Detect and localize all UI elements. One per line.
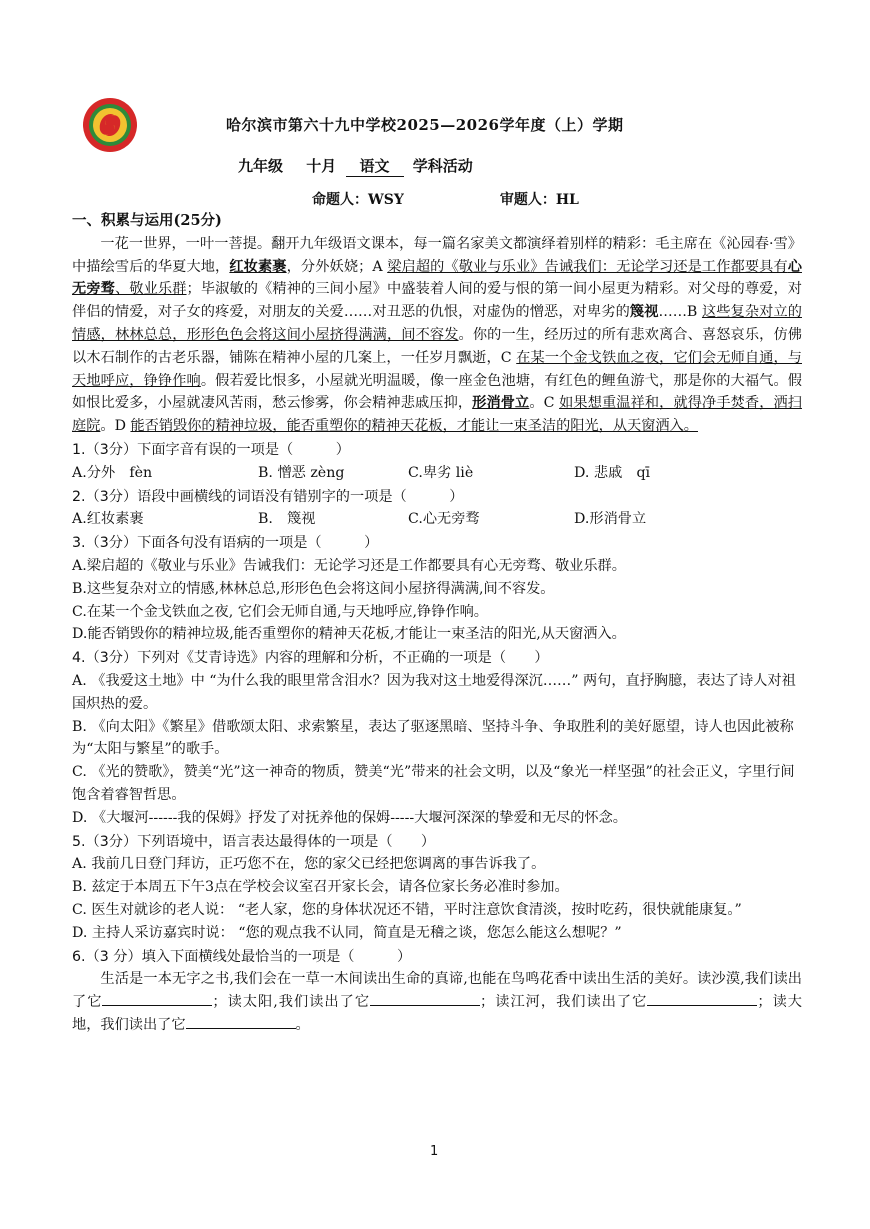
option-c: C.心无旁骛 bbox=[408, 511, 480, 528]
page-number: 1 bbox=[430, 1144, 439, 1159]
option-d: D. 主持人采访嘉宾时说： “您的观点我不认同，简直是无稽之谈，您怎么能这么想呢？” bbox=[72, 924, 622, 941]
fill-blank-3[interactable] bbox=[647, 991, 757, 1006]
section-heading: 一、积累与运用(25分) bbox=[72, 212, 222, 229]
passage-underlined: 能否销毁你的精神垃圾，能否重塑你的精神天花板，才能让一束圣洁的阳光，从天窗洒入。 bbox=[130, 418, 698, 435]
passage-bold-word: 篾视 bbox=[629, 304, 659, 321]
month-label: 十月 bbox=[306, 157, 337, 175]
fill-text: ；读太阳,我们读出了它 bbox=[212, 994, 371, 1011]
reviewer-label: 审题人：HL bbox=[499, 192, 579, 208]
exam-makers bbox=[312, 189, 675, 209]
question-2 bbox=[72, 486, 802, 532]
question-6 bbox=[72, 946, 802, 1037]
passage-underlined: 这些复杂对立的情感，林林总总，形形色色会将这间小屋挤得满满，间不容发 bbox=[72, 304, 802, 343]
option-b: B. 篾视 bbox=[258, 511, 316, 528]
school-title: 哈尔滨市第六十九中学校2025—2026学年度（上）学期 bbox=[226, 116, 624, 134]
passage-text: ，分外妖娆；A bbox=[286, 258, 388, 275]
question-stem: 5.（3分）下列语境中，语言表达最得体的一项是（ ） bbox=[72, 833, 436, 850]
fill-text: 生活是一本无字之书,我们会在一草一木间读出生命的真谛,也能在鸟鸣花香中读出生活的美好。读沙漠,我们读出了它 bbox=[72, 971, 802, 1011]
passage-underlined: 梁启超的《敬业与乐业》告诫我们：无论学习还是工作都要具有 bbox=[387, 258, 788, 275]
option-b: B. 兹定于本周五下午3点在学校会议室召开家长会，请各位家长务必准时参加。 bbox=[72, 879, 569, 896]
question-stem: 3.（3分）下面各句没有语病的一项是（ ） bbox=[72, 535, 379, 552]
question-stem: 4.（3分）下列对《艾青诗选》内容的理解和分析，不正确的一项是（ ） bbox=[72, 650, 549, 667]
option-b: B. 《向太阳》《繁星》借歌颂太阳、求索繁星，表达了驱逐黑暗、坚持斗争、争取胜利的美好愿望，诗人也因此被称为“太阳与繁星”的歌手。 bbox=[72, 718, 794, 758]
reading-passage bbox=[72, 233, 802, 438]
passage-text: 一花一世界，一叶一菩提。翻开九年级语文课本，每一篇名家美文都演绎着别样的精彩：毛主席在《沁园春·雪》中描绘雪后的华夏大地， bbox=[72, 235, 802, 275]
question-stem: 1.（3分）下面字音有误的一项是（ ） bbox=[72, 441, 350, 458]
option-d: D. 悲戚 qī bbox=[574, 464, 651, 481]
passage-underlined: 、敬业乐群 bbox=[114, 281, 187, 298]
option-b: B. 憎恶 zèng bbox=[258, 464, 345, 481]
option-a: A.梁启超的《敬业与乐业》告诫我们：无论学习还是工作都要具有心无旁骛、敬业乐群。 bbox=[72, 557, 626, 574]
passage-text: ……B bbox=[658, 304, 702, 321]
question-1 bbox=[72, 439, 802, 485]
passage-text: 。D bbox=[100, 418, 131, 435]
exam-subtitle bbox=[238, 155, 473, 177]
option-a: A. 《我爱这土地》中 “为什么我的眼里常含泪水？因为我对这土地爱得深沉……” 两句，直抒胸臆，表达了诗人对祖国炽热的爱。 bbox=[72, 672, 796, 712]
option-a: A. 我前几日登门拜访，正巧您不在，您的家父已经把您调离的事告诉我了。 bbox=[72, 856, 546, 873]
question-4 bbox=[72, 647, 802, 829]
option-d: D.形消骨立 bbox=[574, 511, 647, 528]
fill-blank-4[interactable] bbox=[186, 1014, 296, 1029]
option-b: B.这些复杂对立的情感,林林总总,形形色色会将这间小屋挤得满满,间不容发。 bbox=[72, 580, 555, 597]
question-3 bbox=[72, 532, 802, 646]
option-d: D.能否销毁你的精神垃圾,能否重塑你的精神天花板,才能让一束圣洁的阳光,从天窗洒入。 bbox=[72, 626, 626, 643]
option-c: C. 《光的赞歌》，赞美“光”这一神奇的物质，赞美“光”带来的社会文明，以及“象光一样坚强”的社会正义，字里行间饱含着睿智哲思。 bbox=[72, 764, 795, 803]
subject-label: 语文 bbox=[346, 155, 404, 177]
passage-text: 。你的一生，经历过的所有悲欢离合、喜怒哀乐，仿佛以木石制作的古老乐器，铺陈在精神小屋的几案上，一任岁月飘逝，C bbox=[72, 326, 802, 366]
fill-blank-1[interactable] bbox=[102, 991, 212, 1006]
option-d: D. 《大堰河------我的保姆》抒发了对抚养他的保姆-----大堰河深深的挚爱和无尽的怀念。 bbox=[72, 809, 627, 826]
fill-text: ；读大地，我们读出了它 bbox=[72, 994, 802, 1033]
passage-underlined: 在某一个金戈铁血之夜，它们会无师自通，与天地呼应，铮铮作响 bbox=[72, 349, 802, 389]
exam-content bbox=[72, 210, 802, 1037]
fill-text: 。 bbox=[295, 1016, 310, 1033]
option-c: C.卑劣 liè bbox=[408, 464, 474, 481]
question-6-text bbox=[72, 968, 802, 1036]
fill-blank-2[interactable] bbox=[370, 991, 480, 1006]
activity-label: 学科活动 bbox=[412, 157, 473, 175]
passage-bold-word: 红妆素裹 bbox=[229, 258, 287, 275]
passage-bold-word: 心无旁骛 bbox=[72, 258, 802, 298]
grade-label: 九年级 bbox=[238, 157, 284, 175]
passage-text: 。C bbox=[529, 395, 560, 412]
school-logo-icon bbox=[82, 97, 138, 153]
passage-text: 。假若爱比恨多，小屋就光明温暖，像一座金色池塘，有红色的鲤鱼游弋，那是你的大福气。假如恨比爱多，小屋就凄风苦雨，愁云惨雾，你会精神悲戚压抑， bbox=[72, 372, 802, 412]
author-label: 命题人：WSY bbox=[312, 192, 404, 208]
question-stem: 6.（3 分）填入下面横线处最恰当的一项是（ ） bbox=[72, 948, 412, 965]
question-options bbox=[72, 462, 802, 485]
passage-text: ；毕淑敏的《精神的三间小屋》中盛装着人间的爱与恨的第一间小屋更为精彩。对父母的尊爱，对伴侣的情爱，对子女的疼爱，对朋友的关爱……对丑恶的仇恨，对虚伪的憎恶，对卑劣的 bbox=[72, 281, 802, 321]
passage-underlined: 如果想重温祥和，就得净手焚香，洒扫庭院 bbox=[72, 395, 802, 435]
fill-text: ；读江河，我们读出了它 bbox=[480, 994, 648, 1011]
question-stem: 2.（3分）语段中画横线的词语没有错别字的一项是（ ） bbox=[72, 488, 464, 505]
option-c: C.在某一个金戈铁血之夜, 它们会无师自通,与天地呼应,铮铮作响。 bbox=[72, 603, 488, 620]
option-a: A.分外 fèn bbox=[72, 464, 153, 481]
passage-bold-word: 形消骨立 bbox=[472, 395, 530, 412]
option-a: A.红妆素裹 bbox=[72, 511, 144, 528]
question-options bbox=[72, 508, 802, 531]
option-c: C. 医生对就诊的老人说： “老人家，您的身体状况还不错，平时注意饮食清淡，按时吃药，很快就能康复。” bbox=[72, 901, 742, 918]
question-5 bbox=[72, 831, 802, 945]
